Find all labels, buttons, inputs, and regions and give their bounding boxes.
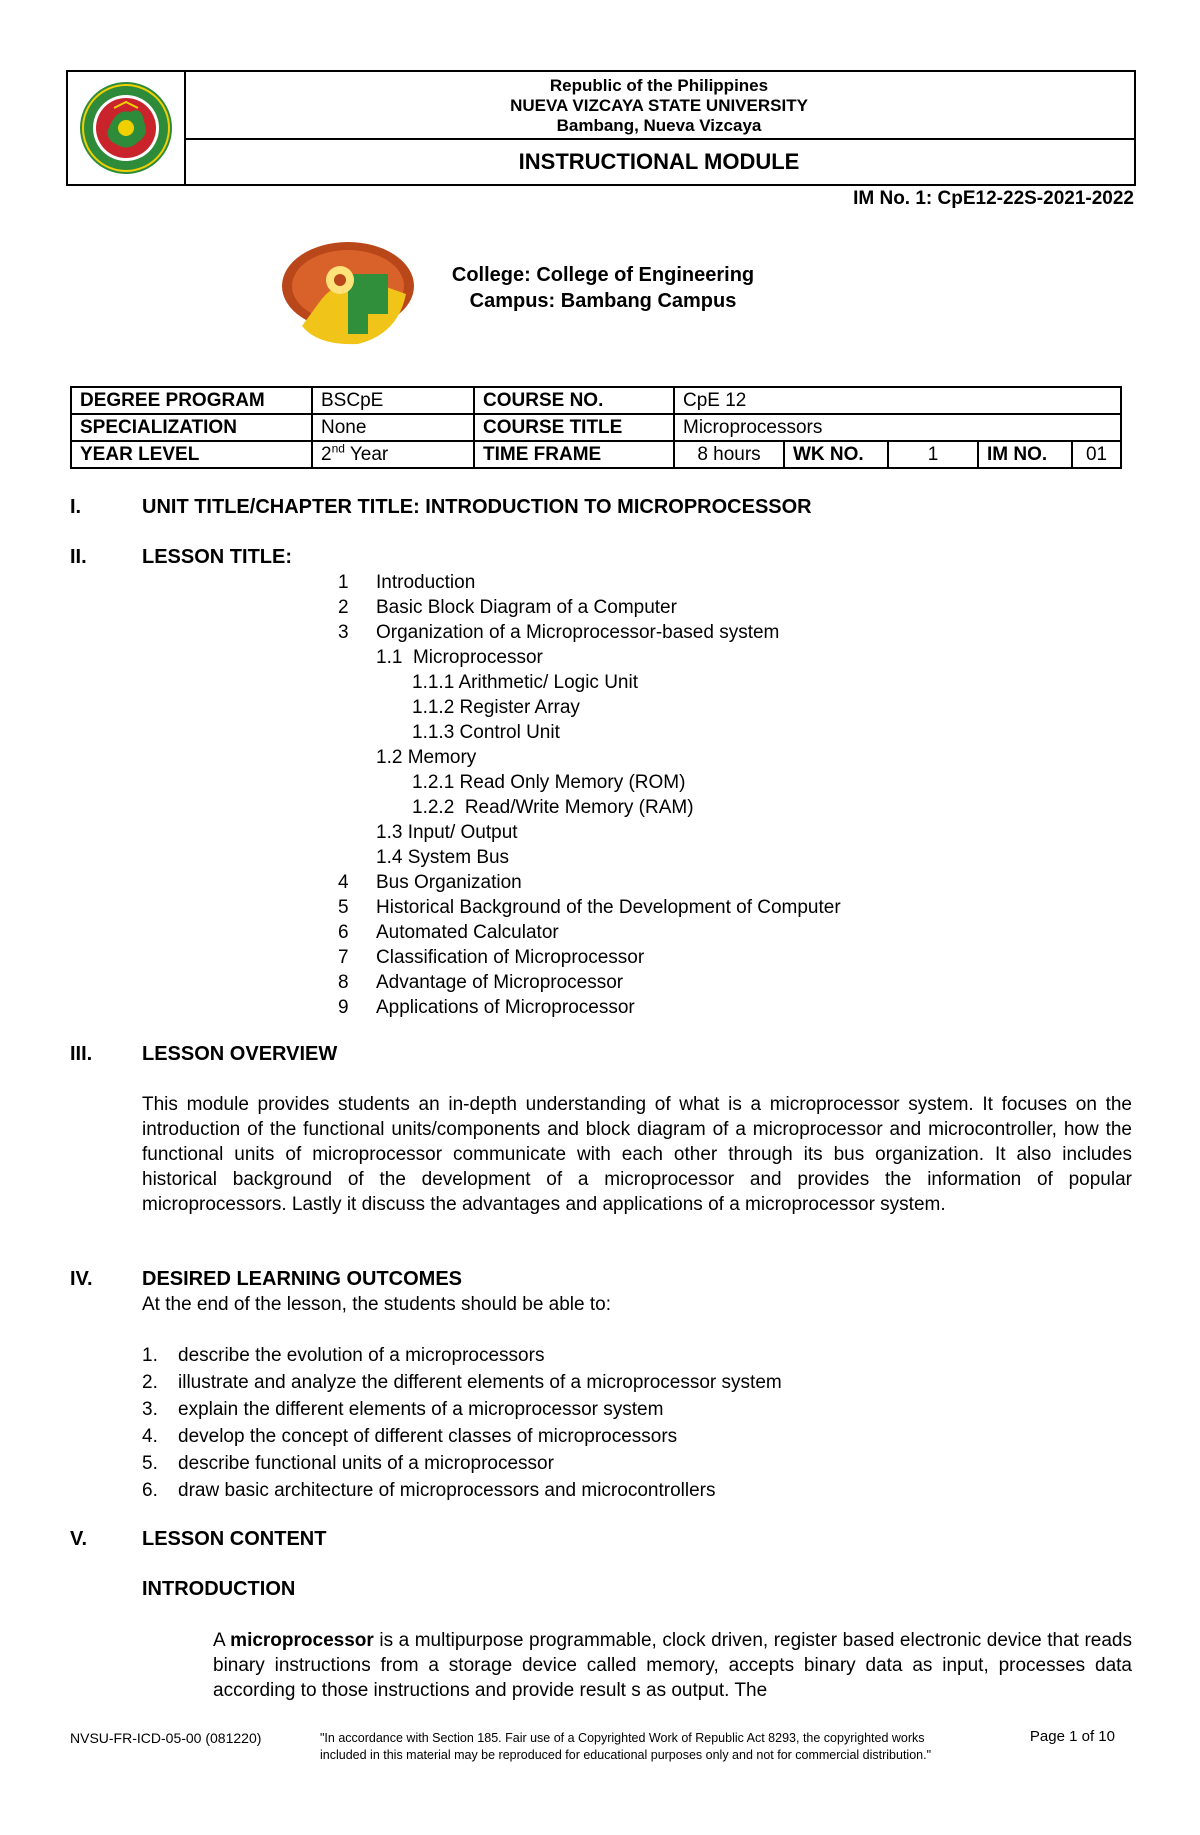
learning-outcome-text: illustrate and analyze the different elements of a microprocessor system [178,1372,782,1393]
section-5-number: V. [70,1528,88,1550]
section-4-title: DESIRED LEARNING OUTCOMES [142,1268,463,1290]
learning-outcome-number: 2. [142,1372,158,1393]
lesson-title-text: 1.4 System Bus [376,847,510,868]
document-type: INSTRUCTIONAL MODULE [518,149,800,174]
introduction-paragraph [213,1628,1132,1703]
learning-outcome-item [142,1423,782,1450]
lesson-title-number: 7 [338,947,349,968]
im-number: IM No. 1: CpE12-22S-2021-2022 [853,188,1134,209]
introduction-heading: INTRODUCTION [142,1578,296,1600]
copyright-notice [320,1730,1010,1764]
learning-outcome-text: describe the evolution of a microprocessors [178,1345,545,1366]
lesson-title-number: 2 [338,597,349,618]
university-location: Bambang, Nueva Vizcaya [556,116,762,135]
learning-outcomes-list [142,1342,782,1504]
section-5-title: LESSON CONTENT [142,1528,327,1550]
section-1-title: UNIT TITLE/CHAPTER TITLE: INTRODUCTION TO MICROPROCESSOR [142,496,812,518]
copyright-notice-line-1: "In accordance with Section 185. Fair use of a Copyrighted Work of Republic Act 8293, the copyrighted works [320,1731,925,1745]
time-frame-label: TIME FRAME [474,441,674,468]
lesson-title-text: Applications of Microprocessor [376,997,635,1018]
republic-line: Republic of the Philippines [549,76,769,95]
specialization-label: SPECIALIZATION [71,414,312,441]
lesson-title-text: Advantage of Microprocessor [376,972,624,993]
lesson-title-text: Classification of Microprocessor [376,947,645,968]
lesson-overview-paragraph: This module provides students an in-depth understanding of what is a microprocessor system. It focuses on the introduction of the functional units/components and block diagram of a microprocessor and microcontroller, how the functional units of microprocessor communicate with each other through its bus organization. It also includes historical background of the development of a microprocessor and provides the information of popular microprocessors. Lastly it discuss the advantages and applications of a microprocessor system. [142,1094,1132,1215]
year-level-value [312,441,474,468]
lesson-title-number: 4 [338,872,349,893]
outcomes-intro: At the end of the lesson, the students should be able to: [142,1294,611,1315]
degree-program-value: BSCpE [312,387,474,414]
year-level-word: Year [344,444,389,465]
lesson-title-text: 1.1.3 Control Unit [412,722,560,743]
learning-outcome-text: draw basic architecture of microprocessors and microcontrollers [178,1480,716,1501]
degree-program-label: DEGREE PROGRAM [71,387,312,414]
lesson-title-text: 1.1.1 Arithmetic/ Logic Unit [412,672,638,693]
lesson-title-number: 3 [338,622,349,643]
learning-outcome-text: explain the different elements of a microprocessor system [178,1399,664,1420]
learning-outcome-text: describe functional units of a microprocessor [178,1453,554,1474]
learning-outcome-text: develop the concept of different classes of microprocessors [178,1426,678,1447]
college-of-engineering-logo [278,234,426,354]
course-title-value: Microprocessors [674,414,1121,441]
header-box [66,70,1136,186]
copyright-notice-line-2: included in this material may be reproduced for educational purposes only and not for commercial distribution." [320,1748,932,1762]
form-code: NVSU-FR-ICD-05-00 (081220) [70,1730,262,1746]
course-no-label: COURSE NO. [474,387,674,414]
time-frame-value: 8 hours [674,441,784,468]
college-campus-block [438,262,768,314]
learning-outcome-number: 5. [142,1453,158,1474]
im-no-value: 01 [1072,441,1121,468]
course-no-value: CpE 12 [674,387,1121,414]
year-level-number: 2 [321,444,332,465]
course-title-label: COURSE TITLE [474,414,674,441]
university-seal-cell [68,72,186,184]
lesson-title-text: 1.2.2 Read/Write Memory (RAM) [412,797,694,818]
section-2-title: LESSON TITLE: [142,546,292,568]
learning-outcome-item [142,1450,782,1477]
learning-outcome-number: 3. [142,1399,158,1420]
learning-outcome-item [142,1477,782,1504]
learning-outcome-number: 6. [142,1480,158,1501]
learning-outcome-number: 4. [142,1426,158,1447]
lesson-title-text: Automated Calculator [376,922,559,943]
wk-no-value: 1 [888,441,978,468]
lesson-title-text: 1.1.2 Register Array [412,697,580,718]
intro-body: is a multipurpose programmable, clock driven, register based electronic device that reads binary instructions from a storage device called memory, accepts binary data as input, processes data according to those instructions and provide result s as output. The [213,1630,1133,1701]
course-info-table [70,386,1122,469]
section-3-number: III. [70,1043,93,1065]
lesson-title-number: 8 [338,972,349,993]
learning-outcome-item [142,1396,782,1423]
university-seal-logo [68,72,184,184]
intro-article: A [213,1630,225,1651]
lesson-title-number: 9 [338,997,349,1018]
page-number: Page 1 of 10 [1029,1728,1115,1745]
lesson-title-text: Introduction [376,572,476,593]
lesson-title-list [338,570,1038,1030]
college-line: College: College of Engineering [451,264,755,286]
im-no-label: IM NO. [978,441,1072,468]
lesson-title-number: 6 [338,922,349,943]
learning-outcome-item [142,1342,782,1369]
lesson-title-text: 1.2 Memory [376,747,477,768]
university-name: NUEVA VIZCAYA STATE UNIVERSITY [510,96,808,115]
table-row [71,414,1121,441]
lesson-title-text: Basic Block Diagram of a Computer [376,597,677,618]
header-title-block [184,72,1134,140]
wk-no-label: WK NO. [784,441,888,468]
learning-outcome-number: 1. [142,1345,158,1366]
year-level-suffix: nd [331,441,345,456]
lesson-title-text: 1.2.1 Read Only Memory (ROM) [412,772,686,793]
intro-term-microprocessor: microprocessor [230,1630,374,1651]
year-level-label: YEAR LEVEL [71,441,312,468]
lesson-title-text: 1.3 Input/ Output [376,822,518,843]
lesson-title-text: 1.1 Microprocessor [376,647,543,668]
learning-outcome-item [142,1369,782,1396]
lesson-title-number: 5 [338,897,349,918]
lesson-title-text: Organization of a Microprocessor-based system [376,622,780,643]
section-3-title: LESSON OVERVIEW [142,1043,338,1065]
section-4-number: IV. [70,1268,93,1290]
section-2-number: II. [70,546,87,568]
lesson-title-text: Bus Organization [376,872,522,893]
lesson-title-text: Historical Background of the Development of Computer [376,897,841,918]
lesson-title-number: 1 [338,572,349,593]
section-1-number: I. [70,496,82,518]
campus-line: Campus: Bambang Campus [469,290,737,312]
specialization-value: None [312,414,474,441]
table-row [71,387,1121,414]
table-row [71,441,1121,468]
